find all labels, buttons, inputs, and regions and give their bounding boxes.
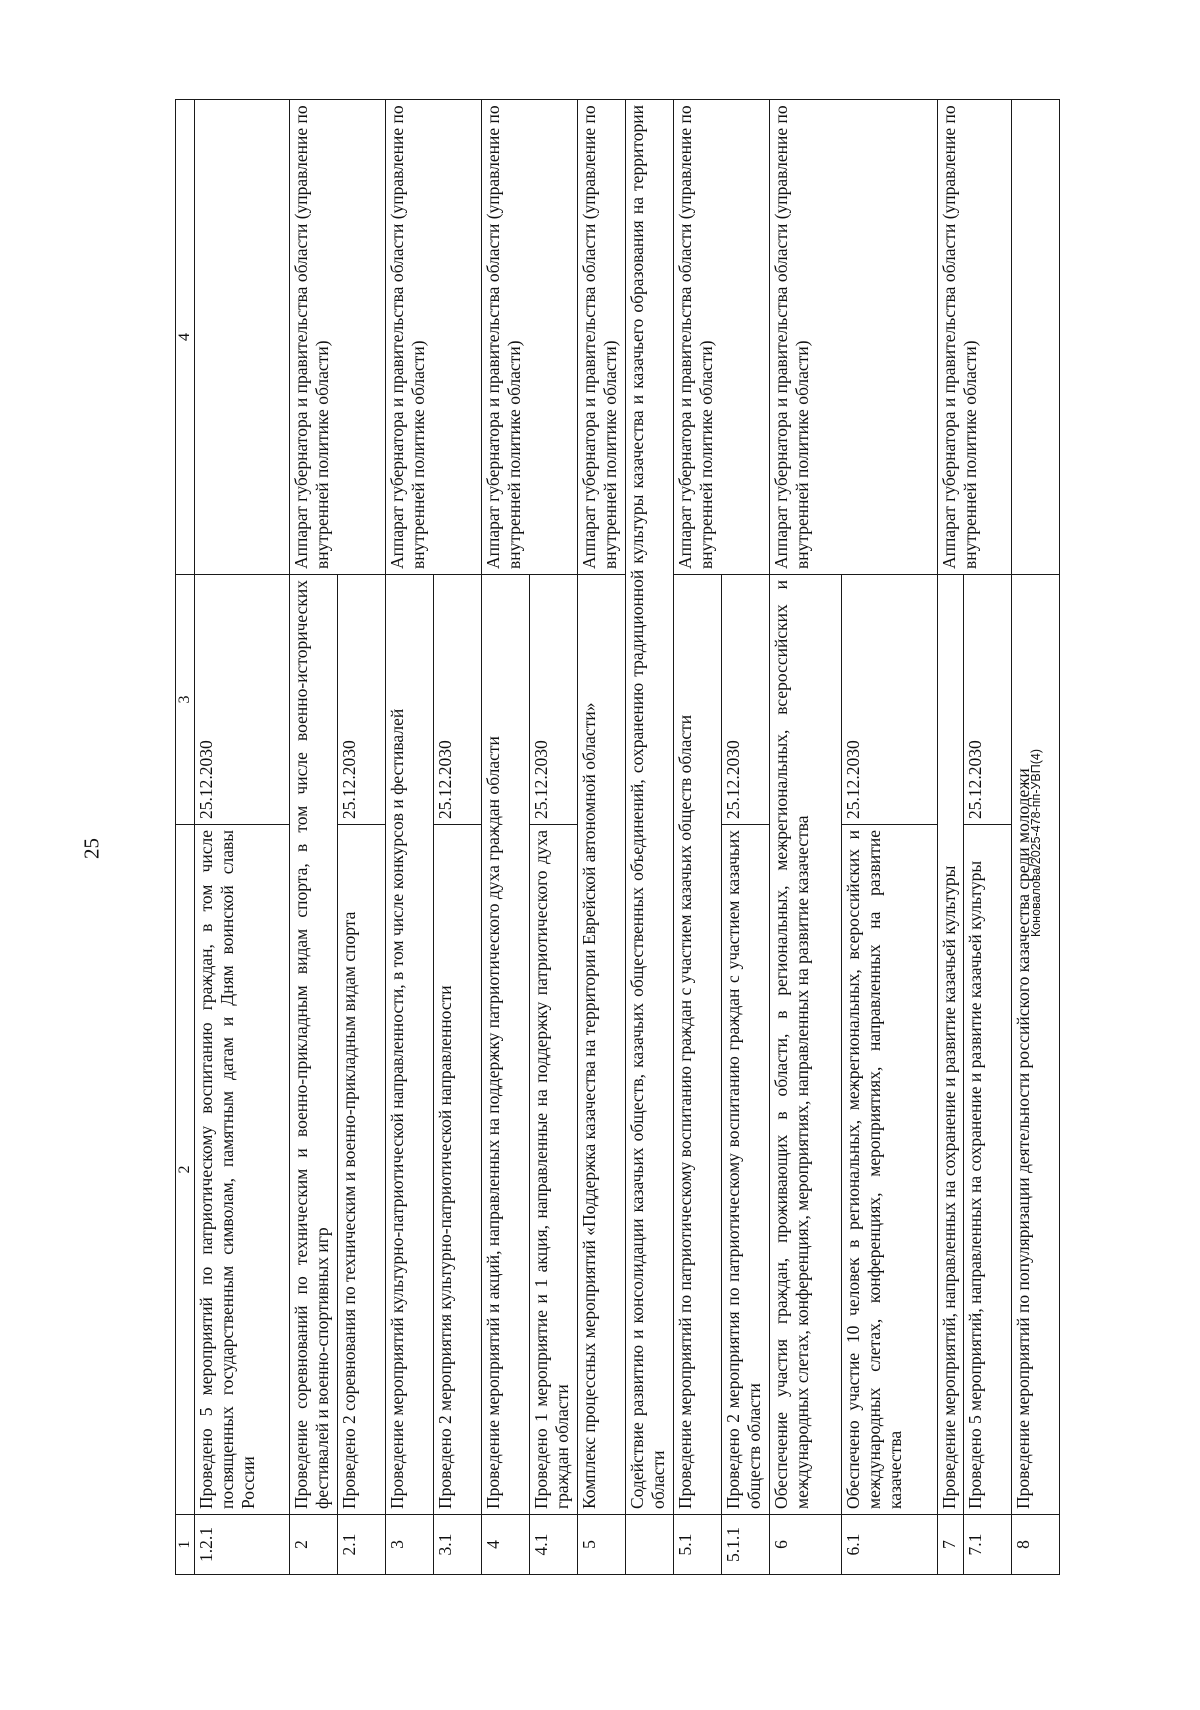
- row-date: 25.12.2030: [337, 575, 385, 825]
- row-measure: Обеспечение участия граждан, проживающих в области, в региональных, межрегиональных, всероссийских и международных слетах, конференциях, мероприятиях, направленных на развитие казачества: [769, 575, 841, 1515]
- row-date: 25.12.2030: [963, 575, 1011, 825]
- header-col-4: 4: [176, 100, 195, 575]
- table-row: [769, 100, 841, 1575]
- row-number: 6: [769, 1515, 841, 1575]
- row-measure: Проведено 5 мероприятий по патриотическому воспитанию граждан, в том числе посвященных государственным символам, памятным датам и Дням воинской славы России: [194, 825, 289, 1515]
- table-row: [289, 100, 337, 1575]
- row-number: 2: [289, 1515, 337, 1575]
- row-measure: Обеспечено участие 10 человек в региональных, межрегиональных, всероссийских и международных слетах, конференциях, мероприятиях, направленных на развитие казачества: [841, 825, 937, 1515]
- row-number: 1.2.1: [194, 1515, 289, 1575]
- header-col-3: 3: [176, 575, 195, 825]
- row-organization: Аппарат губернатора и правительства области (управление по внутренней политике области): [673, 100, 769, 575]
- row-section-title: Содействие развитию и консолидации казачьих обществ, казачьих общественных объединений, сохранению традиционной культуры казачества и казачьего образования на территории области: [625, 100, 673, 1515]
- row-measure: Проведено 2 мероприятия культурно-патриотической направленности: [433, 825, 481, 1515]
- row-date: 25.12.2030: [194, 575, 289, 825]
- header-col-2: 2: [176, 825, 195, 1515]
- row-number: 5.1.1: [721, 1515, 769, 1575]
- row-organization: [194, 100, 289, 575]
- row-measure: Проведено 1 мероприятие и 1 акция, направленные на поддержку патриотического духа граждан области: [529, 825, 577, 1515]
- row-number: 2.1: [337, 1515, 385, 1575]
- row-organization: Аппарат губернатора и правительства области (управление по внутренней политике области): [289, 100, 385, 575]
- row-number: 6.1: [841, 1515, 937, 1575]
- row-number: 7: [937, 1515, 963, 1575]
- row-organization: Аппарат губернатора и правительства области (управление по внутренней политике области): [769, 100, 937, 575]
- row-organization: Аппарат губернатора и правительства области (управление по внутренней политике области): [385, 100, 481, 575]
- row-number: [625, 1515, 673, 1575]
- row-measure: Комплекс процессных мероприятий «Поддержка казачества на территории Еврейской автономной области»: [577, 575, 625, 1515]
- table-row: [673, 100, 721, 1575]
- row-organization: [1011, 100, 1059, 575]
- row-measure: Проведение мероприятий по патриотическому воспитанию граждан с участием казачьих обществ области: [673, 575, 721, 1515]
- header-col-1: 1: [176, 1515, 195, 1575]
- page-number: 25: [79, 838, 104, 859]
- row-date: 25.12.2030: [841, 575, 937, 825]
- row-number: 3: [385, 1515, 433, 1575]
- row-measure: Проведение мероприятий культурно-патриотической направленности, в том числе конкурсов и фестивалей: [385, 575, 433, 1515]
- table-row: [481, 100, 529, 1575]
- row-number: 8: [1011, 1515, 1059, 1575]
- table-row: [577, 100, 625, 1575]
- row-number: 5.1: [673, 1515, 721, 1575]
- row-measure: Проведение соревнований по техническим и военно-прикладным видам спорта, в том числе военно-исторических фестивалей и военно-спортивных игр: [289, 575, 337, 1515]
- row-number: 7.1: [963, 1515, 1011, 1575]
- table-row: [937, 100, 963, 1575]
- row-date: 25.12.2030: [433, 575, 481, 825]
- row-measure: Проведение мероприятий, направленных на сохранение и развитие казачьей культуры: [937, 575, 963, 1515]
- row-organization: Аппарат губернатора и правительства области (управление по внутренней политике области): [937, 100, 1011, 575]
- row-measure: Проведено 5 мероприятий, направленных на сохранение и развитие казачьей культуры: [963, 825, 1011, 1515]
- row-organization: Аппарат губернатора и правительства области (управление по внутренней политике области): [577, 100, 625, 575]
- row-measure: Проведено 2 соревнования по техническим и военно-прикладным видам спорта: [337, 825, 385, 1515]
- row-date: 25.12.2030: [721, 575, 769, 825]
- row-measure: Проведение мероприятий и акций, направленных на поддержку патриотического духа граждан области: [481, 575, 529, 1515]
- table-row: [385, 100, 433, 1575]
- measures-table: [175, 99, 1060, 1575]
- table-row: [1011, 100, 1059, 1575]
- row-date: 25.12.2030: [529, 575, 577, 825]
- row-measure: Проведено 2 мероприятия по патриотическому воспитанию граждан с участием казачьих обществ области: [721, 825, 769, 1515]
- row-number: 4: [481, 1515, 529, 1575]
- document-footer: Коновалова/2025-478-пп-УВП(4): [1029, 748, 1043, 938]
- document-table-sheet: [175, 100, 1175, 1575]
- row-number: 4.1: [529, 1515, 577, 1575]
- table-header-row: [176, 100, 195, 1575]
- table-row: [194, 100, 289, 1575]
- row-number: 3.1: [433, 1515, 481, 1575]
- table-row: [625, 100, 673, 1575]
- row-number: 5: [577, 1515, 625, 1575]
- row-organization: Аппарат губернатора и правительства области (управление по внутренней политике области): [481, 100, 577, 575]
- row-measure: Проведение мероприятий по популяризации деятельности российского казачества среди молодежи: [1011, 575, 1059, 1515]
